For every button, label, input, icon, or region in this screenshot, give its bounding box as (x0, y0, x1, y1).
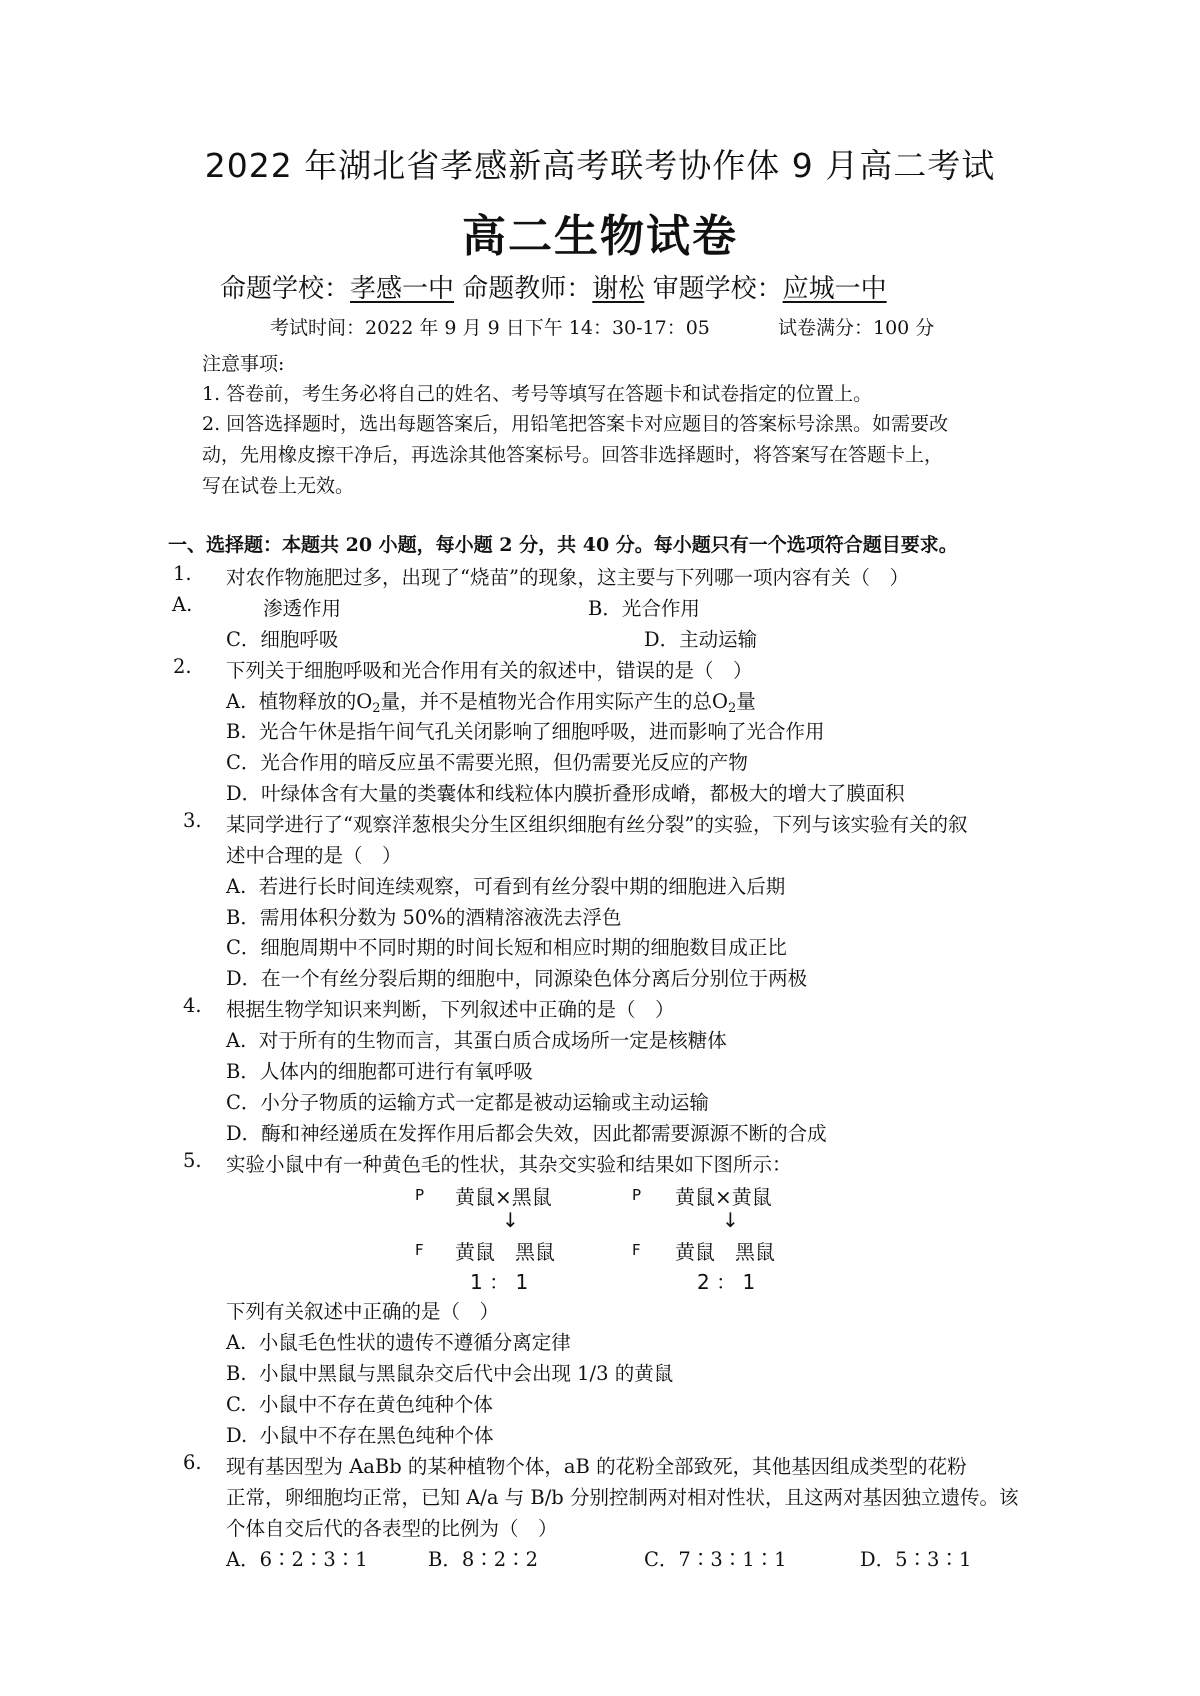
notice-item-2-line-3: 写在试卷上无效。 (202, 475, 355, 497)
cross2-f-label: F (632, 1241, 641, 1259)
q4-number: 4. (183, 994, 202, 1017)
q2-option-a-sub-1: 2 (372, 701, 381, 716)
q6-option-d: D．5∶3∶1 (860, 1548, 972, 1571)
q4-stem: 根据生物学知识来判断，下列叙述中正确的是（ ） (226, 998, 675, 1021)
q4-option-c: C．小分子物质的运输方式一定都是被动运输或主动运输 (226, 1091, 709, 1114)
q5-option-c (226, 1389, 493, 1417)
q3-option-a-text: 若进行长时间连续观察，可看到有丝分裂中期的细胞进入后期 (258, 875, 786, 898)
cross2-arrow: ↓ (722, 1208, 739, 1232)
author-school: 孝感一中 (350, 274, 455, 304)
cross1-f-label: F (415, 1241, 424, 1259)
q2-option-b-text: 光合午休是指午间气孔关闭影响了细胞呼吸，进而影响了光合作用 (258, 720, 825, 743)
cross2-parents: 黄鼠×黄鼠 (675, 1185, 772, 1209)
cross1-p-label: P (415, 1186, 425, 1204)
q5-stem-2: 下列有关叙述中正确的是（ ） (226, 1300, 500, 1323)
cross2-offspring: 黄鼠 黑鼠 (675, 1240, 775, 1264)
q2-option-a-text-3: 量 (736, 690, 756, 713)
exam-title: 2022 年湖北省孝感新高考联考协作体 9 月高二考试 (204, 146, 996, 185)
author-label-reviewer: 审题学校： (652, 274, 783, 304)
notice-heading: 注意事项: (202, 353, 285, 375)
q1-number: 1. (173, 562, 192, 585)
q5-number: 5. (183, 1149, 202, 1172)
cross1-offspring: 黄鼠 黑鼠 (455, 1240, 555, 1264)
cross1-arrow: ↓ (502, 1208, 519, 1232)
q1-option-a: 渗透作用 (263, 597, 342, 620)
cross2-ratio: 2 ： 1 (697, 1270, 756, 1294)
q4-option-a-label: A. (226, 1029, 247, 1052)
author-info (220, 268, 887, 305)
q5-option-b (226, 1358, 673, 1386)
author-teacher: 谢松 (592, 274, 645, 304)
q3-stem-line-1: 某同学进行了“观察洋葱根尖分生区组织细胞有丝分裂”的实验，下列与该实验有关的叙 (226, 813, 968, 836)
q3-stem-line-2: 述中合理的是（ ） (226, 844, 402, 867)
q2-option-a-text-1: 植物释放的O (258, 690, 373, 713)
cross1-parents: 黄鼠×黑鼠 (455, 1185, 552, 1209)
q2-option-c: C．光合作用的暗反应虽不需要光照，但仍需要光反应的产物 (226, 751, 748, 774)
q6-number: 6. (183, 1451, 202, 1474)
q3-option-b: B．需用体积分数为 50%的酒精溶液洗去浮色 (226, 906, 622, 929)
q5-option-a-label: A. (226, 1331, 247, 1354)
author-reviewer: 应城一中 (782, 274, 887, 304)
q4-option-a (226, 1025, 727, 1053)
q2-option-a-text-2: 量，并不是植物光合作用实际产生的总O (380, 690, 728, 713)
q5-option-c-label: C. (226, 1393, 247, 1416)
q5-option-d-label: D. (226, 1424, 248, 1447)
q6-option-a: A．6∶2∶3∶1 (226, 1548, 368, 1571)
q1-option-c: C．细胞呼吸 (226, 628, 339, 651)
cross1-ratio: 1 ： 1 (470, 1270, 529, 1294)
q5-option-a-text: 小鼠毛色性状的遗传不遵循分离定律 (258, 1331, 571, 1354)
q1-option-b: B．光合作用 (588, 597, 700, 620)
q3-number: 3. (183, 809, 202, 832)
notice-item-2-line-1: 2. 回答选择题时，选出每题答案后，用铅笔把答案卡对应题目的答案标号涂黑。如需要改 (202, 413, 949, 435)
q2-option-a-sub-2: 2 (727, 701, 737, 716)
q3-option-a (226, 871, 785, 899)
exam-time: 考试时间：2022 年 9 月 9 日下午 14：30-17：05 (270, 317, 710, 339)
q5-option-d-text: 小鼠中不存在黑色纯种个体 (259, 1424, 494, 1447)
q4-option-a-text: 对于所有的生物而言，其蛋白质合成场所一定是核糖体 (258, 1029, 727, 1052)
q6-stem-line-3: 个体自交后代的各表型的比例为（ ） (226, 1517, 558, 1540)
q6-stem-line-2: 正常，卵细胞均正常，已知 A/a 与 B/b 分别控制两对相对性状，且这两对基因独立遗传。该 (226, 1486, 1019, 1509)
q2-option-a-label: A. (226, 690, 247, 713)
q2-option-b-label: B. (226, 720, 247, 743)
q3-option-c: C．细胞周期中不同时期的时间长短和相应时期的细胞数目成正比 (226, 936, 787, 959)
author-label-school: 命题学校： (220, 274, 351, 304)
q2-stem: 下列关于细胞呼吸和光合作用有关的叙述中，错误的是（ ） (226, 659, 753, 682)
q5-option-b-text: 小鼠中黑鼠与黑鼠杂交后代中会出现 1/3 的黄鼠 (258, 1362, 674, 1385)
notice-item-1: 1. 答卷前，考生务必将自己的姓名、考号等填写在答题卡和试卷指定的位置上。 (202, 383, 873, 405)
q3-option-a-label: A. (226, 875, 247, 898)
exam-time-line (270, 313, 934, 340)
section-heading: 一、选择题：本题共 20 小题，每小题 2 分，共 40 分。每小题只有一个选项符合题目要求。 (168, 534, 958, 556)
q3-option-d: D．在一个有丝分裂后期的细胞中，同源染色体分离后分别位于两极 (226, 967, 808, 990)
q6-stem-line-1: 现有基因型为 AaBb 的某种植物个体，aB 的花粉全部致死，其他基因组成类型的花粉 (226, 1455, 967, 1478)
q2-option-a (226, 686, 756, 716)
q2-option-b (226, 716, 824, 744)
subject-title: 高二生物试卷 (462, 211, 738, 262)
full-score: 试卷满分：100 分 (778, 317, 935, 339)
q6-option-c: C．7∶3∶1∶1 (644, 1548, 787, 1571)
q1-stem: 对农作物施肥过多，出现了“烧苗”的现象，这主要与下列哪一项内容有关（ ） (226, 566, 909, 589)
q5-option-a (226, 1327, 571, 1355)
q2-option-d: D．叶绿体含有大量的类囊体和线粒体内膜折叠形成嵴，都极大的增大了膜面积 (226, 782, 905, 805)
q1-option-d: D．主动运输 (644, 628, 758, 651)
q4-option-b: B．人体内的细胞都可进行有氧呼吸 (226, 1060, 533, 1083)
q5-option-d (226, 1420, 494, 1448)
q5-option-c-text: 小鼠中不存在黄色纯种个体 (258, 1393, 493, 1416)
q5-stem: 实验小鼠中有一种黄色毛的性状，其杂交实验和结果如下图所示： (226, 1153, 792, 1176)
q4-option-d: D．酶和神经递质在发挥作用后都会失效，因此都需要源源不断的合成 (226, 1122, 827, 1145)
author-label-teacher: 命题教师： (462, 274, 593, 304)
q6-option-b: B．8∶2∶2 (428, 1548, 539, 1571)
cross2-p-label: P (632, 1186, 642, 1204)
notice-item-2-line-2: 动，先用橡皮擦干净后，再选涂其他答案标号。回答非选择题时，将答案写在答题卡上， (202, 444, 944, 466)
q1-option-a-label: A. (172, 593, 193, 616)
q2-number: 2. (173, 655, 192, 678)
q5-option-b-label: B. (226, 1362, 247, 1385)
